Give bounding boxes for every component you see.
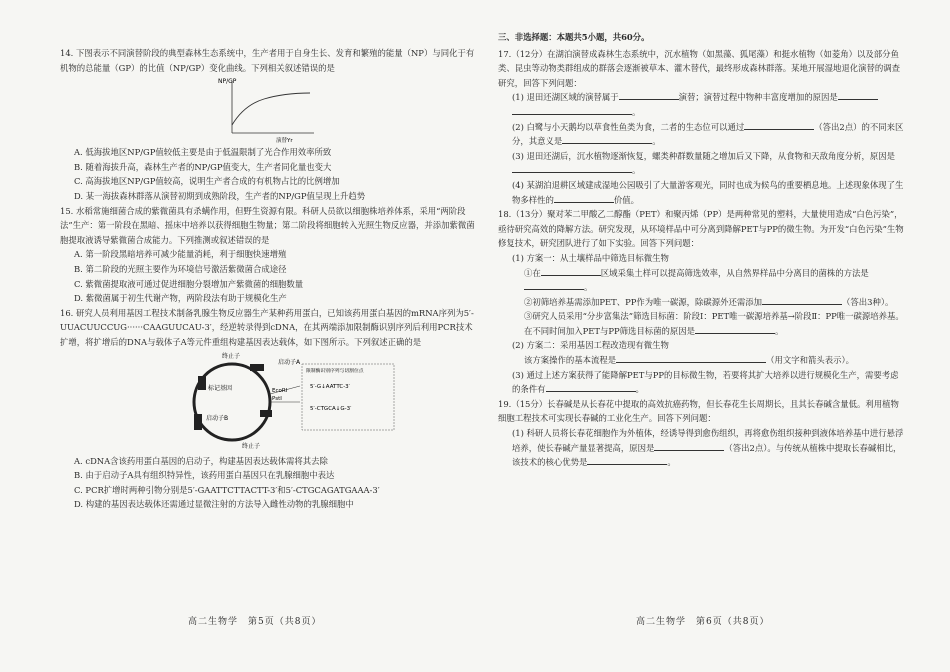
q16-plasmid-diagram (60, 350, 476, 454)
answer-blank[interactable] (546, 382, 636, 392)
q15-option-c: C. 紫微菌提取液可通过促进细胞分裂增加产紫微菌的细胞数量 (74, 278, 304, 289)
q18-part-1a: ①在 区域采集土样可以提高筛选效率，从自然界样品中分离目的菌株的方法是。 (524, 267, 869, 293)
q17-2-tail: （答出2点）的不同来区分，其意义是 (512, 121, 904, 147)
answer-blank[interactable] (541, 266, 601, 276)
answer-blank[interactable] (654, 441, 724, 451)
answer-blank[interactable] (562, 134, 652, 144)
label-marker-gene: 标记基因 (208, 384, 233, 392)
q17-part-4 (498, 178, 906, 207)
q18-part-1b (498, 295, 906, 310)
q18-3-tail: 。 (635, 384, 644, 395)
q19-1-label: (1) 科研人员将长春花细胞作为外植体，经诱导得到愈伤组织，再将愈伤组织接种到液体培养基中进行悬浮培养，使长春碱产量显著提高，原因是 (512, 428, 904, 453)
left-column (60, 46, 476, 512)
q14-graph (60, 75, 476, 145)
q17-1-tail: 演替；演替过程中物种丰富度增加的原因是 (678, 92, 838, 103)
q17-part-1: (1) 退田还湖区域的演替属于 演替；演替过程中物种丰富度增加的原因是 。 (498, 90, 906, 119)
q17-1-label: (1) 退田还湖区域的演替属于 (512, 92, 619, 103)
q15-option-d: D. 紫微菌属于初生代谢产物，两阶段法有助于规模化生产 (74, 293, 287, 304)
right-column (498, 30, 906, 470)
q18-1b-label: ②初筛培养基需添加PET、PP作为唯一碳源，除碳源外还需添加 (524, 296, 762, 307)
q16-stem: 16. 研究人员利用基因工程技术制备乳腺生物反应器生产某种药用蛋白，已知该药用蛋白基因的mRNA序列为5′-UUACUUCCUG······CAAGUUCAU-3′，经逆转录得到cDNA，在其两端添加限制酶识别序列后利用PCR技术扩增，将扩增后的DNA与载体子A等元件重组构建基因表达载体，如下图所示。下列叙述正确的是 (60, 307, 474, 347)
answer-blank[interactable] (695, 324, 775, 334)
q18-stem: 18.（13分）聚对苯二甲酸乙二醇酯（PET）和聚丙烯（PP）是两种常见的塑料，大量使用造成“白色污染”，亟待研究高效的降解方法。研究发现，从环境样品中可分离到降解PET与PP的微生物。为开发“白色污染”生物修复技术，研究团队进行了如下实验。回答下列问题： (498, 209, 904, 249)
answer-blank[interactable] (838, 90, 878, 100)
q16-option-c: C. PCR扩增时两种引物分别是5′-GAATTCTTACTT-3′和5′-CTGCAGATGAAA-3′ (74, 484, 380, 495)
q18-part-2a (498, 353, 906, 368)
q18-3-label: (3) 通过上述方案获得了能降解PET与PP的目标微生物，若要将其扩大培养以进行规模化生产，需要考虑的条件有 (512, 369, 899, 395)
plasmid-svg (160, 350, 400, 452)
q16-option-d: D. 构建的基因表达载体还需通过显微注射的方法导入雌性动物的乳腺细胞中 (74, 499, 354, 510)
q15-option-b: B. 第二阶段的光照主要作为环境信号激活紫微菌合成途径 (74, 263, 287, 274)
q15-stem: 15. 水稻常施细菌合成的紫微菌具有杀螨作用，但野生资源有限。科研人员欲以细胞株培养体系，采用“两阶段法”生产：第一阶段在黑暗、摇床中培养以获得细胞生物量；第二阶段将细胞转入光照生物反应器，并添加紫微菌胞提取液诱导紫微菌合成能力。下列推测或叙述错误的是 (60, 205, 475, 245)
q17-4-tail: 价值。 (613, 194, 639, 205)
answer-blank[interactable] (554, 193, 614, 203)
q17-stem: 17.（12分）在湖泊演替成森林生态系统中，沉水植物（如黑藻、狐尾藻）和挺水植物（如菱角）以及部分鱼类、昆虫等动物类群组成的群落会逐渐被草本、灌木替代，最终形成森林群落。某地开展湿地退化演替的调查研究，回答下列问题： (498, 48, 900, 88)
graph-xlabel: 演替Yr (276, 138, 293, 144)
q16-option-b: B. 由于启动子A具有组织特异性，该药用蛋白基因只在乳腺细胞中表达 (74, 470, 335, 481)
q14-option-d: D. 某一海拔森林群落从演替初期到成熟阶段，生产者的NP/GP值呈现上升趋势 (74, 190, 366, 201)
q19-1-note: （答出2点）。与传统从植株中提取长春碱相比，该技术的核心优势是 (512, 442, 902, 468)
left-page-footer: 高二生物学 第5页（共8页） (188, 617, 322, 627)
q17-4-label: (4) 某湖泊退耕区域建成湿地公园吸引了大量游客观光，同时也成为候鸟的重要栖息地。上述现象体现了生物多样性的 (512, 179, 904, 205)
answer-blank[interactable] (512, 105, 632, 115)
q18-part-1c: ③研究人员采用“分步富集法”筛选目标菌：阶段Ⅰ：PET唯一碳源培养基→阶段Ⅱ：PP唯一碳源培养基。在不同时间加入PET与PP筛选目标菌的原因是 。 (524, 311, 904, 336)
answer-blank[interactable] (762, 295, 842, 305)
q15-option-a: A. 第一阶段黑暗培养可减少能量消耗，利于细胞快速增殖 (74, 249, 287, 260)
ecori-sequence: 5′-G↓AATTC-3′ (310, 383, 350, 390)
answer-blank[interactable] (744, 120, 814, 130)
q18-part-2: (2) 方案二：采用基因工程改造现有微生物 (512, 340, 669, 351)
label-terminator-bottom: 终止子 (242, 442, 261, 450)
q19-stem: 19.（15分）长春碱是从长春花中提取的高效抗癌药物，但长春花生长周期长，且其长春碱含量低。利用植物细胞工程技术可实现长春碱的工业化生产。回答下列问题： (498, 398, 899, 424)
q14-option-b: B. 随着海拔升高，森林生产者的NP/GP值变大，生产者同化量也变大 (74, 161, 332, 172)
q18-1c-label: ③研究人员采用“分步富集法”筛选目标菌：阶段Ⅰ：PET唯一碳源培养基→阶段Ⅱ：PP唯一碳源培养基。在不同时间加入PET与PP筛选目标菌的原因是 (524, 311, 904, 336)
q18-1a-tail: 区域采集土样可以提高筛选效率，从自然界样品中分离目的菌株的方法是 (600, 267, 869, 278)
answer-blank[interactable] (616, 353, 766, 363)
answer-blank[interactable] (587, 455, 667, 465)
q18-2a-label: 该方案操作的基本流程是 (524, 355, 617, 366)
psti-sequence: 5′-CTGCA↓G-3′ (310, 405, 352, 412)
q18-2a-tail: （用文字和箭头表示）。 (766, 355, 855, 366)
q18-1a-label: ①在 (524, 267, 541, 278)
q18-part-3 (498, 368, 906, 397)
q18-1b-note: （答出3种）。 (841, 296, 894, 307)
np-gp-curve-graph (210, 75, 330, 143)
answer-blank[interactable] (512, 163, 632, 173)
q17-part-2: (2) 白鹭与小天鹅均以草食性鱼类为食，二者的生态位可以通过 （答出2点）的不同来区分，其意义是 。 (512, 121, 904, 147)
q17-2-label: (2) 白鹭与小天鹅均以草食性鱼类为食，二者的生态位可以通过 (512, 121, 745, 132)
label-ecori: EcoRⅠ (272, 387, 288, 394)
label-terminator-top: 终止子 (222, 352, 241, 360)
answer-blank[interactable] (619, 90, 679, 100)
right-page-footer: 高二生物学 第6页（共8页） (636, 617, 770, 627)
q14-option-a: A. 低海拔地区NP/GP值较低主要是由于低温限制了光合作用效率所致 (74, 147, 332, 158)
label-promoter-b: 启动子B (206, 414, 229, 422)
q14-stem: 14. 下图表示不同演替阶段的典型森林生态系统中，生产者用于自身生长、发育和繁殖的能量（NP）与同化于有机物的总能量（GP）的比值（NP/GP）变化曲线。下列相关叙述错误的是 (60, 48, 475, 73)
restriction-note: 限制酶识别序列与切割位点 (306, 368, 364, 374)
label-psti: PstⅠ (272, 395, 282, 402)
section-heading: 三、非选择题：本题共5小题，共60分。 (498, 32, 650, 42)
q14-option-c: C. 高海拔地区NP/GP值较高，说明生产者合成的有机物占比的比例增加 (74, 176, 340, 187)
graph-ylabel: NP/GP (218, 78, 237, 86)
label-promoter-a: 启动子A (278, 358, 301, 366)
answer-blank[interactable] (524, 280, 584, 290)
q17-3-label: (3) 退田还湖后，沉水植物逐渐恢复，螺类种群数量随之增加后又下降，从食物和天敌角度分析，原因是 (512, 150, 896, 161)
q16-option-a: A. cDNA含该药用蛋白基因的启动子，构建基因表达载体需将其去除 (74, 455, 328, 466)
q17-part-3: (3) 退田还湖后，沉水植物逐渐恢复，螺类种群数量随之增加后又下降，从食物和天敌角度分析，原因是。 (512, 150, 896, 176)
q18-part-1: (1) 方案一：从土壤样品中筛选目标微生物 (512, 252, 669, 263)
q19-part-1: (1) 科研人员将长春花细胞作为外植体，经诱导得到愈伤组织，再将愈伤组织接种到液体培养基中进行悬浮培养，使长春碱产量显著提高，原因是 （答出2点）。与传统从植株中提取长春碱相比，该技术的核心优势是 。 (512, 428, 904, 468)
